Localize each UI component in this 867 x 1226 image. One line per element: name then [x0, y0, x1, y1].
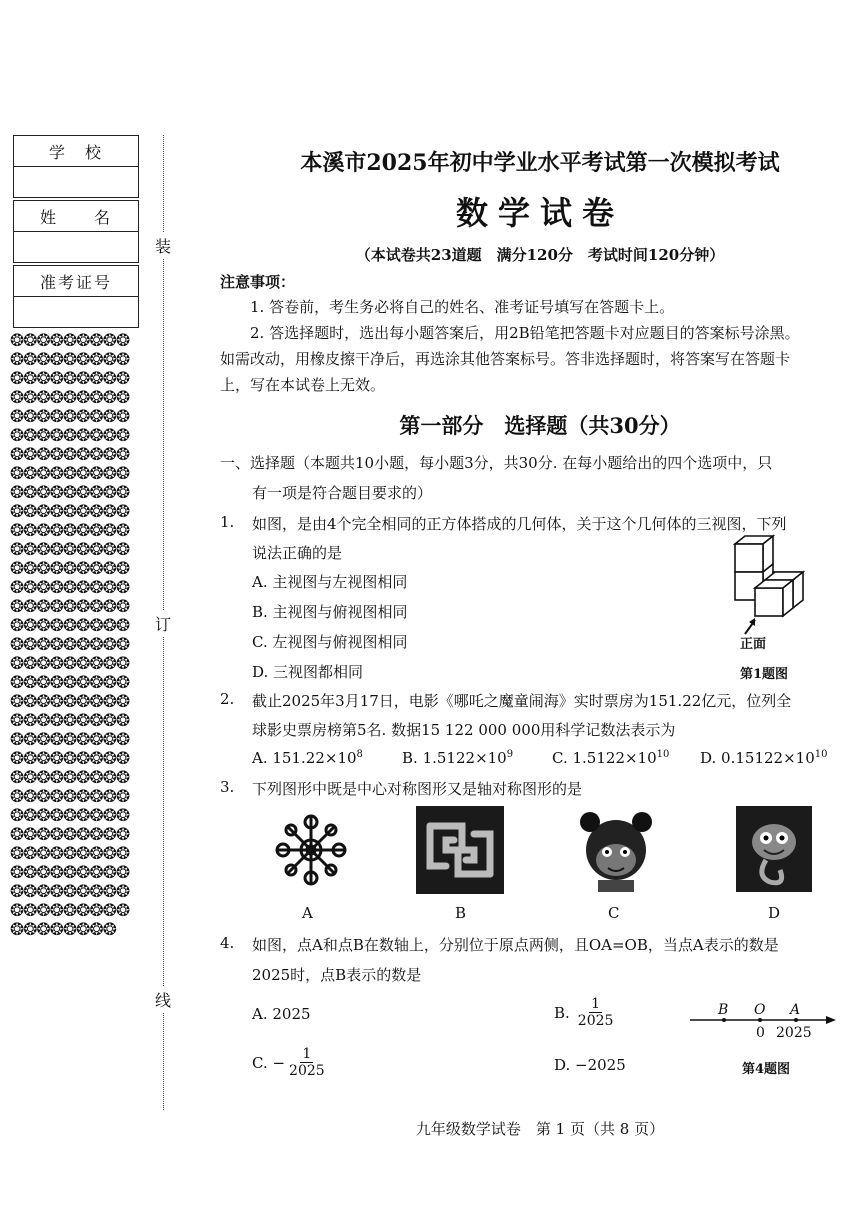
q2-option-c-base: 1.5122×10 [572, 749, 657, 767]
q4-option-c-denominator: 2025 [289, 1063, 325, 1079]
q2-option-a-base: 151.22×10 [272, 749, 357, 767]
q3-label-d: D [768, 904, 781, 922]
q2-option-b-label: B. [402, 749, 418, 767]
q1-option-a[interactable]: A. 主视图与左视图相同 [252, 573, 408, 591]
q2-option-b-base: 1.5122×10 [422, 749, 507, 767]
q2-option-c-exp: 10 [656, 749, 670, 760]
q3-number: 3. [220, 778, 235, 796]
q3-image-c-character[interactable] [576, 804, 656, 894]
q1-front-label: 正面 [740, 637, 767, 652]
q4-option-b-denominator: 2025 [577, 1013, 614, 1029]
q1-stem-line2: 说法正确的是 [252, 544, 343, 562]
q4-option-b[interactable] [554, 996, 613, 1029]
q3-label-b: B [455, 904, 467, 922]
q2-stem-line1: 截止2025年3月17日，电影《哪吒之魔童闹海》实时票房为151.22亿元，位列全 [252, 692, 792, 710]
q2-option-b[interactable] [402, 749, 513, 767]
notes-item2-line2: 如需改动，用橡皮擦干净后，再选涂其他答案标号。答非选择题时，将答案写在答题卡 [220, 350, 791, 368]
q4-option-c-label: C. − [252, 1053, 286, 1072]
notes-item2-line1: 2. 答选择题时，选出每小题答案后，用2B铅笔把答题卡对应题目的答案标号涂黑。 [250, 324, 800, 342]
q4-caption: 第4题图 [742, 1062, 791, 1077]
q2-option-d-exp: 10 [814, 749, 828, 760]
axis-label-o: O [754, 1002, 766, 1018]
exam-subtitle: 数学试卷 [455, 194, 624, 232]
q2-stem-line2: 球影史票房榜第5名. 数据15 122 000 000用科学记数法表示为 [252, 721, 676, 739]
q4-option-d[interactable]: D. −2025 [554, 1056, 626, 1074]
binding-char-ding: 订 [155, 610, 171, 637]
axis-label-b: B [718, 1002, 729, 1018]
q4-option-c-numerator: 1 [302, 1046, 312, 1062]
q2-option-d-base: 0.15122×10 [721, 749, 815, 767]
notes-item2-line3: 上，写在本试卷上无效。 [220, 376, 386, 394]
part1-heading: 第一部分 选择题（共30分） [399, 413, 681, 438]
q4-option-b-numerator: 1 [591, 996, 601, 1012]
q4-option-b-fraction [578, 996, 614, 1029]
binding-char-zhuang: 装 [155, 232, 171, 259]
q3-image-b-spiral[interactable] [416, 806, 504, 894]
q4-option-c[interactable] [252, 1046, 325, 1079]
q4-option-a[interactable]: A. 2025 [252, 1005, 311, 1023]
exam-info: （本试卷共23道题 满分120分 考试时间120分钟） [355, 246, 725, 264]
q1-stem-line1: 如图，是由4个完全相同的正方体搭成的几何体，关于这个几何体的三视图，下列 [252, 515, 787, 533]
page-footer: 九年级数学试卷 第 1 页（共 8 页） [415, 1120, 665, 1138]
q2-option-a[interactable] [252, 749, 363, 767]
id-label: 准考证号 [14, 266, 138, 297]
q2-option-c-label: C. [552, 749, 568, 767]
q3-stem: 下列图形中既是中心对称图形又是轴对称图形的是 [252, 780, 583, 798]
q3-label-c: C [608, 904, 620, 922]
q1-option-b[interactable]: B. 主视图与俯视图相同 [252, 603, 408, 621]
q1-caption: 第1题图 [740, 667, 789, 682]
id-field[interactable] [14, 297, 138, 327]
exam-title: 本溪市2025年初中学业水平考试第一次模拟考试 [300, 150, 780, 176]
school-field[interactable] [14, 167, 138, 197]
axis-tick-0: 0 [756, 1025, 765, 1041]
q1-option-c[interactable]: C. 左视图与俯视图相同 [252, 633, 408, 651]
q3-image-a-snowflake[interactable] [273, 812, 349, 888]
q1-number: 1. [220, 513, 235, 531]
school-label: 学 校 [14, 136, 138, 167]
q4-stem-line2: 2025时，点B表示的数是 [252, 966, 422, 984]
q2-option-a-exp: 8 [356, 749, 363, 760]
section-instructions-line2: 有一项是符合题目要求的） [252, 484, 433, 502]
name-label: 姓 名 [14, 201, 138, 232]
q2-option-d[interactable] [700, 749, 827, 767]
section-instructions-line1: 一、选择题（本题共10小题，每小题3分，共30分. 在每小题给出的四个选项中，只 [220, 454, 773, 472]
q4-option-c-fraction [289, 1046, 325, 1079]
notes-heading: 注意事项： [220, 273, 296, 291]
q2-option-c[interactable] [552, 749, 669, 767]
q2-option-a-label: A. [252, 749, 268, 767]
notes-item1: 1. 答卷前，考生务必将自己的姓名、准考证号填写在答题卡上。 [250, 298, 675, 316]
binding-char-xian: 线 [155, 986, 171, 1013]
decorative-pattern: ❂❂❂❂❂❂❂❂❂❂❂❂❂❂❂❂❂❂❂❂❂❂❂❂❂❂❂❂❂❂❂❂❂❂❂❂❂❂❂❂❂❂❂❂❂❂❂❂❂❂❂❂❂❂❂❂❂❂❂❂❂❂❂❂❂❂❂❂❂❂❂❂❂❂❂❂❂❂❂❂❂❂❂❂❂❂❂❂❂❂❂❂❂❂❂❂❂❂❂❂❂❂❂❂❂❂❂❂❂❂❂❂❂❂❂❂❂❂❂❂❂❂❂❂❂❂❂❂❂❂❂❂❂❂❂❂❂❂❂❂❂❂❂❂❂❂❂❂❂❂❂❂❂❂❂❂❂❂❂❂❂❂❂❂❂❂❂❂❂❂❂❂❂❂❂❂❂❂❂❂❂❂❂❂❂❂❂❂❂❂❂❂❂❂❂❂❂❂❂❂❂❂❂❂❂❂❂❂❂❂❂❂❂❂❂❂❂❂❂❂❂❂❂❂❂❂❂❂❂❂❂❂❂❂❂❂❂❂❂❂❂❂❂❂❂❂❂❂❂❂❂❂❂❂❂❂❂❂❂❂❂❂❂❂❂❂❂❂❂❂❂❂❂❂❂❂❂❂❂❂❂❂❂❂❂❂❂ [10, 332, 130, 940]
q3-image-d-creature[interactable] [736, 806, 812, 892]
q2-option-d-label: D. [700, 749, 717, 767]
axis-label-a: A [790, 1002, 801, 1018]
q1-option-d[interactable]: D. 三视图都相同 [252, 663, 364, 681]
q3-label-a: A [302, 904, 313, 922]
school-box [13, 135, 139, 198]
name-box [13, 200, 139, 263]
q4-number: 4. [220, 934, 235, 952]
q2-number: 2. [220, 690, 235, 708]
id-box [13, 265, 139, 328]
q2-option-b-exp: 9 [506, 749, 514, 760]
q4-option-b-label: B. [554, 1003, 570, 1022]
q1-cube-figure [725, 530, 815, 650]
axis-tick-2025: 2025 [776, 1025, 812, 1041]
q4-stem-line1: 如图，点A和点B在数轴上，分别位于原点两侧，且OA=OB，当点A表示的数是 [252, 936, 779, 954]
name-field[interactable] [14, 232, 138, 262]
